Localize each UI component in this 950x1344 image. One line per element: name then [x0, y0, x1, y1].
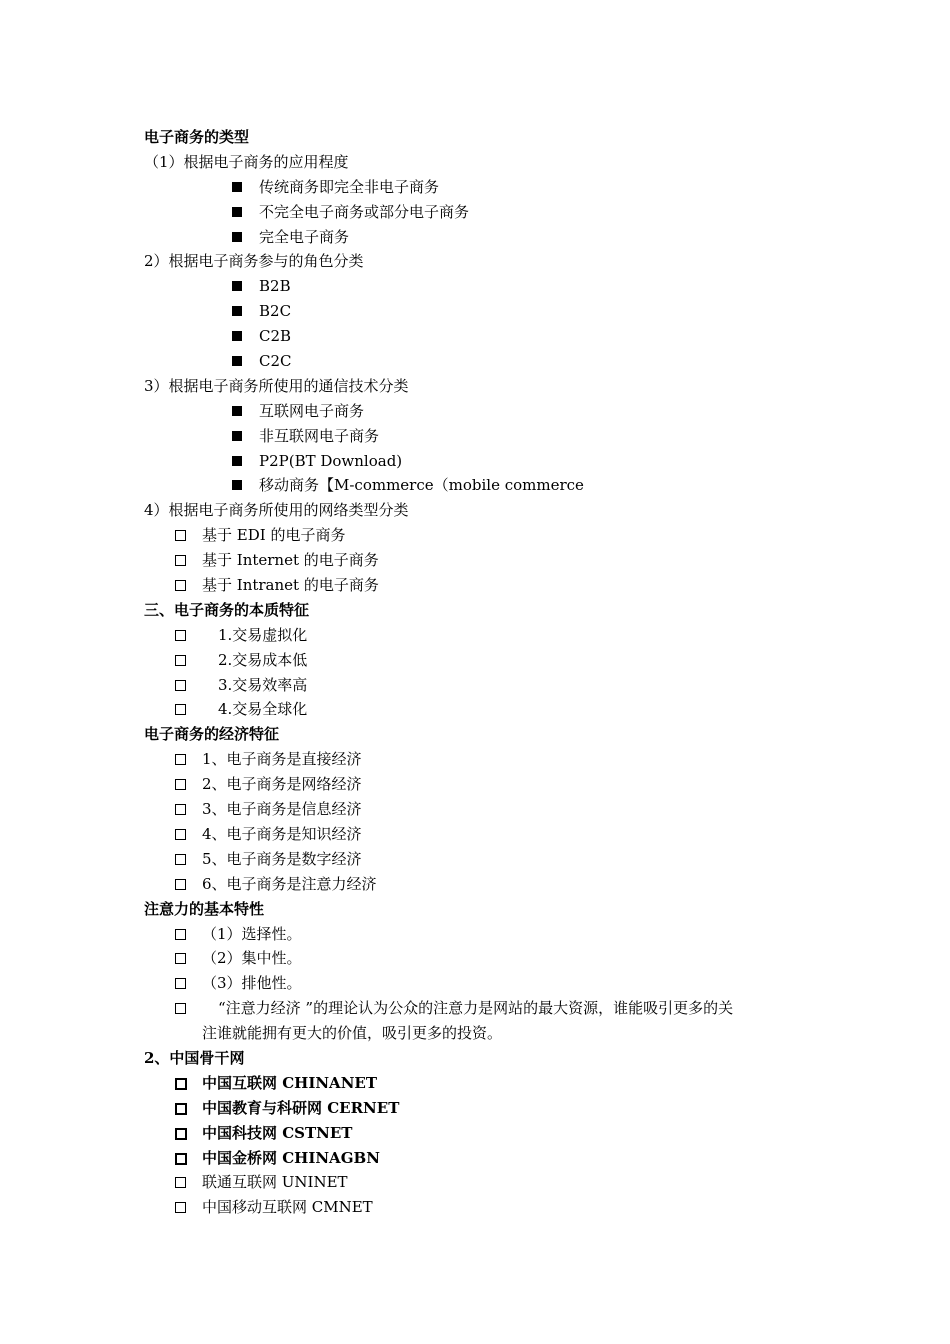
list-item [144, 1096, 824, 1121]
list-item-text: 4.交易全球化 [218, 700, 308, 719]
list-item-text: B2C [259, 302, 292, 321]
heading-text: 三、电子商务的本质特征 [144, 600, 310, 619]
subheading-line [144, 374, 824, 399]
list-item-text: 2、电子商务是网络经济 [202, 775, 362, 794]
hollow-square-bullet-icon [174, 673, 202, 698]
list-item-text: 中国教育与科研网 CERNET [202, 1098, 400, 1117]
filled-square-bullet-icon [231, 299, 259, 324]
list-item [144, 872, 824, 897]
hollow-square-bullet-icon [174, 922, 202, 947]
list-item-text: 中国金桥网 CHINAGBN [202, 1148, 380, 1167]
hollow-square-bullet-icon [174, 946, 202, 971]
heading-text: 电子商务的类型 [144, 128, 250, 146]
subheading-text: 3）根据电子商务所使用的通信技术分类 [144, 376, 409, 395]
subheading-line [144, 249, 824, 274]
list-item-text: 中国互联网 CHINANET [202, 1073, 378, 1092]
hollow-square-bullet-icon [174, 1096, 202, 1121]
hollow-square-bullet-icon [174, 1195, 202, 1220]
section-heading [144, 1046, 824, 1071]
hollow-square-bullet-icon [174, 772, 202, 797]
list-item [144, 399, 824, 424]
list-item-text: 2.交易成本低 [218, 650, 308, 669]
list-item-text: 移动商务【M-commerce（mobile commerce [259, 476, 584, 495]
list-item [144, 648, 824, 673]
list-item-text: 非互联网电子商务 [259, 426, 380, 445]
list-item-text: 基于 Internet 的电子商务 [202, 551, 379, 570]
list-item-text: 完全电子商务 [259, 227, 350, 246]
list-item-text: 不完全电子商务或部分电子商务 [259, 202, 470, 221]
list-item [144, 797, 824, 822]
list-item-text: 注谁就能拥有更大的价值，吸引更多的投资。 [202, 1024, 503, 1043]
list-item [144, 1146, 824, 1171]
list-item-text: 传统商务即完全非电子商务 [259, 177, 440, 196]
list-item [144, 1170, 824, 1195]
list-item [144, 274, 824, 299]
hollow-square-bullet-icon [174, 697, 202, 722]
list-item [144, 946, 824, 971]
list-item-text: 3.交易效率高 [218, 675, 308, 694]
list-item [144, 697, 824, 722]
list-item-text: 中国科技网 CSTNET [202, 1123, 353, 1142]
list-item [144, 175, 824, 200]
hollow-square-bullet-icon [174, 872, 202, 897]
hollow-square-bullet-icon [174, 747, 202, 772]
subheading-line [144, 498, 824, 523]
hollow-square-bullet-icon [174, 648, 202, 673]
list-item-text: 基于 Intranet 的电子商务 [202, 576, 379, 595]
list-item-text: 1.交易虚拟化 [218, 625, 308, 644]
list-item-text: 5、电子商务是数字经济 [202, 849, 362, 868]
hollow-square-bullet-icon [174, 573, 202, 598]
section-heading [144, 125, 824, 150]
list-item [144, 847, 824, 872]
list-item-text: （2）集中性。 [202, 949, 302, 968]
subheading-text: （1）根据电子商务的应用程度 [144, 152, 349, 171]
list-item [144, 349, 824, 374]
subheading-text: 2）根据电子商务参与的角色分类 [144, 252, 364, 271]
filled-square-bullet-icon [231, 274, 259, 299]
list-item-text: C2C [259, 352, 292, 371]
list-item [144, 1121, 824, 1146]
list-item [144, 772, 824, 797]
subheading-line [144, 150, 824, 175]
hollow-square-bullet-icon [174, 996, 202, 1021]
list-item-text: C2B [259, 327, 292, 346]
list-item [144, 473, 824, 498]
list-item-text: 联通互联网 UNINET [202, 1173, 348, 1192]
filled-square-bullet-icon [231, 449, 259, 474]
list-item-text: 6、电子商务是注意力经济 [202, 874, 377, 893]
filled-square-bullet-icon [231, 399, 259, 424]
list-item [144, 822, 824, 847]
filled-square-bullet-icon [231, 175, 259, 200]
heading-text: 2、中国骨干网 [144, 1048, 245, 1067]
hollow-square-bullet-icon [174, 822, 202, 847]
list-item [144, 424, 824, 449]
list-item-text: （1）选择性。 [202, 924, 302, 943]
hollow-square-bullet-icon [174, 847, 202, 872]
list-item [144, 1071, 824, 1096]
hollow-square-bullet-icon [174, 1071, 202, 1096]
list-item [144, 573, 824, 598]
list-item [144, 623, 824, 648]
filled-square-bullet-icon [231, 225, 259, 250]
hollow-square-bullet-icon [174, 523, 202, 548]
list-item-text: 互联网电子商务 [259, 401, 365, 420]
hollow-square-bullet-icon [174, 797, 202, 822]
list-item-continuation [144, 1021, 824, 1046]
list-item [144, 922, 824, 947]
list-item-text: 中国移动互联网 CMNET [202, 1198, 373, 1217]
section-heading [144, 598, 824, 623]
filled-square-bullet-icon [231, 200, 259, 225]
subheading-text: 4）根据电子商务所使用的网络类型分类 [144, 501, 409, 520]
list-item-text: 基于 EDI 的电子商务 [202, 526, 346, 545]
filled-square-bullet-icon [231, 349, 259, 374]
list-item [144, 449, 824, 474]
filled-square-bullet-icon [231, 324, 259, 349]
list-item-text: B2B [259, 277, 291, 296]
list-item [144, 225, 824, 250]
hollow-square-bullet-icon [174, 971, 202, 996]
list-item-text: 4、电子商务是知识经济 [202, 824, 362, 843]
heading-text: 电子商务的经济特征 [144, 725, 280, 744]
list-item [144, 673, 824, 698]
hollow-square-bullet-icon [174, 1146, 202, 1171]
section-heading [144, 722, 824, 747]
hollow-square-bullet-icon [174, 623, 202, 648]
list-item-text: 3、电子商务是信息经济 [202, 800, 362, 819]
list-item [144, 971, 824, 996]
heading-text: 注意力的基本特性 [144, 899, 265, 918]
list-item [144, 200, 824, 225]
list-item [144, 1195, 824, 1220]
list-item [144, 747, 824, 772]
section-heading [144, 897, 824, 922]
hollow-square-bullet-icon [174, 1170, 202, 1195]
list-item [144, 548, 824, 573]
filled-square-bullet-icon [231, 424, 259, 449]
list-item [144, 523, 824, 548]
list-item [144, 324, 824, 349]
list-item-text: 1、电子商务是直接经济 [202, 750, 362, 769]
filled-square-bullet-icon [231, 473, 259, 498]
hollow-square-bullet-icon [174, 1121, 202, 1146]
list-item-text: “注意力经济 ”的理论认为公众的注意力是网站的最大资源，谁能吸引更多的关 [218, 999, 734, 1018]
list-item-text: （3）排他性。 [202, 974, 302, 993]
hollow-square-bullet-icon [174, 548, 202, 573]
list-item [144, 299, 824, 324]
document-page [144, 125, 824, 1220]
list-item-text: P2P(BT Download) [259, 451, 403, 470]
list-item [144, 996, 824, 1021]
